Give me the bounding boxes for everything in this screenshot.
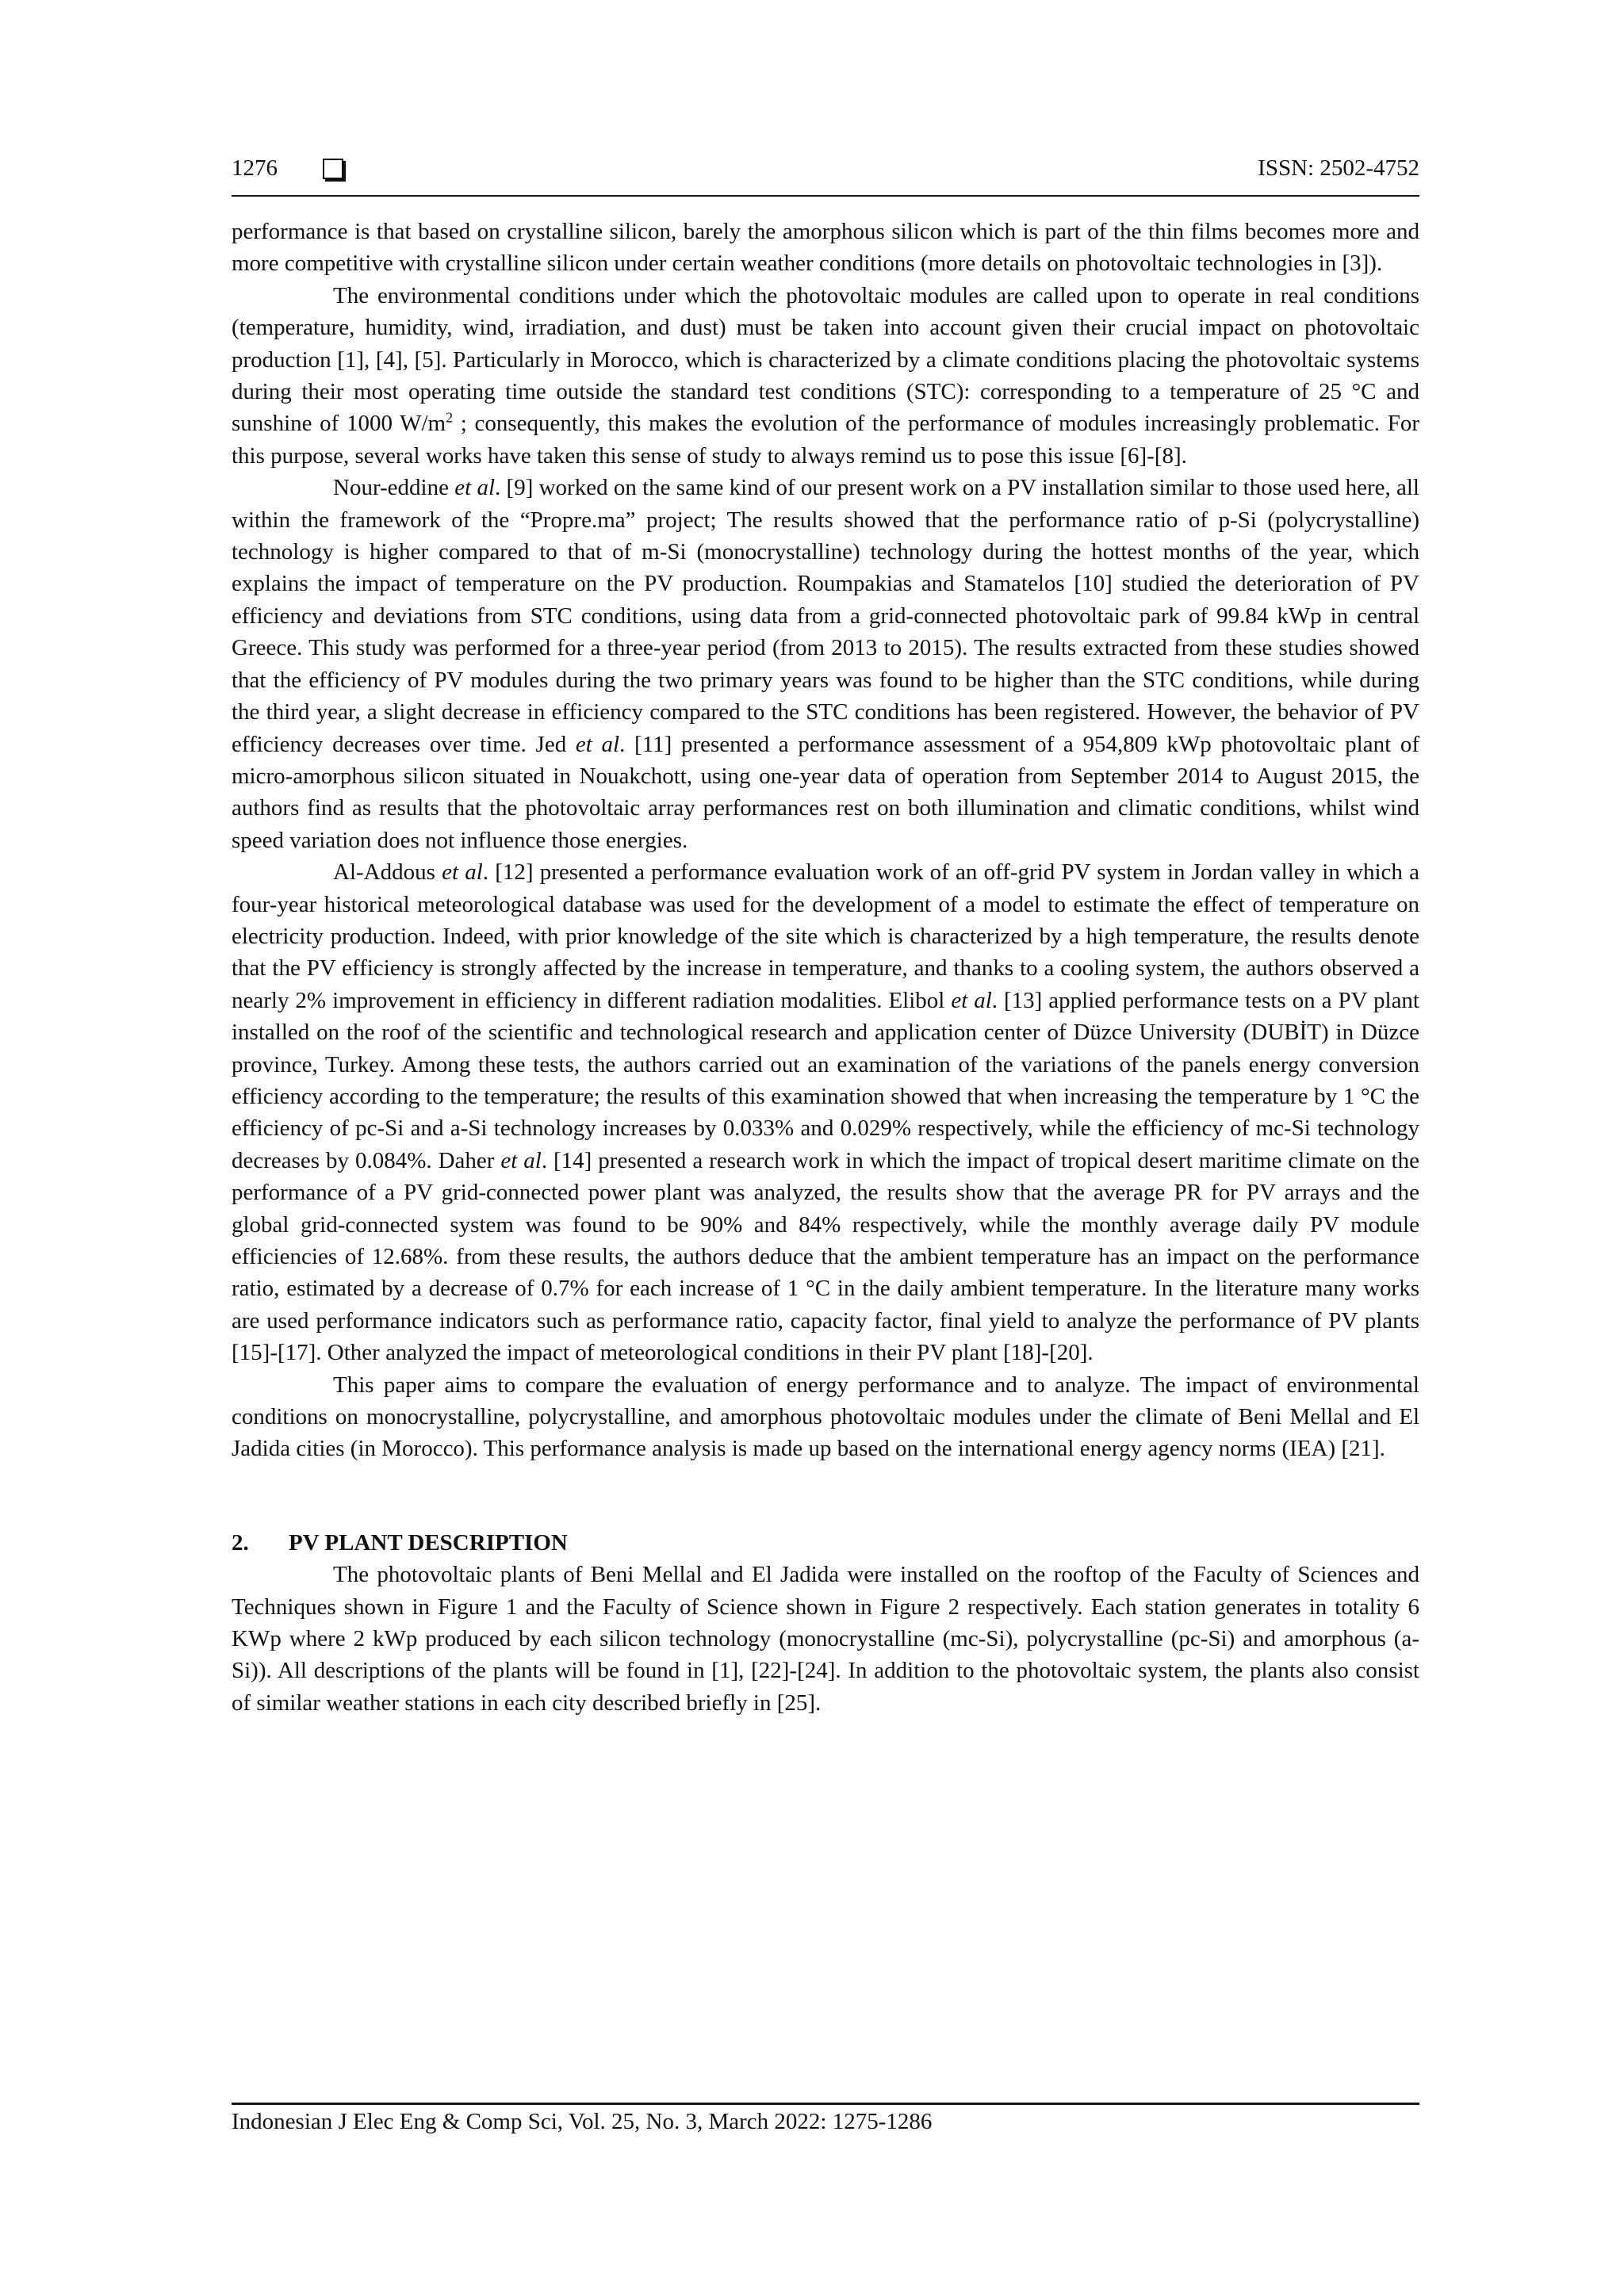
page-header [232, 155, 1419, 192]
issn-label: ISSN: 2502-4752 [1258, 155, 1419, 181]
article-body [232, 216, 1419, 1719]
paragraph-3-text-b: . [9] worked on the same kind of our present work on a PV installation similar to those used here, all within the framework of the “Propre.ma” project; The results showed that the performance ratio of p-Si (polycrystalline) technology is higher compared to that of m-Si (monocrystalline) technology during the hottest months of the year, which explains the impact of temperature on the PV production. Roumpakias and Stamatelos [10] studied the deterioration of PV efficiency and deviations from STC conditions, using data from a grid-connected photovoltaic park of 99.84 kWp in central Greece. This study was performed for a three-year period (from 2013 to 2015). The results extracted from these studies showed that the efficiency of PV modules during the two primary years was found to be higher than the STC conditions, while during the third year, a slight decrease in efficiency compared to the STC conditions has been registered. However, the behavior of PV efficiency decreases over time. Jed [232, 475, 1419, 757]
section-number: 2. [232, 1529, 249, 1556]
paragraph-5 [232, 1369, 1419, 1465]
checkbox-square-icon [323, 159, 343, 179]
et-al-italic: et al [951, 987, 992, 1013]
paragraph-4-text-a: Al-Addous [333, 859, 442, 886]
et-al-italic: et al [454, 475, 496, 501]
footer-divider [232, 2103, 1419, 2105]
paragraph-2 [232, 280, 1419, 472]
paragraph-6 [232, 1559, 1419, 1719]
paragraph-3 [232, 472, 1419, 856]
paragraph-2-text-a: The environmental conditions under which the photovoltaic modules are called upon to operate in real conditions (temperature, humidity, wind, irradiation, and dust) must be taken into account given their crucial impact on photovoltaic production [1], [4], [5]. Particularly in Morocco, which is characterized by a climate conditions placing the photovoltaic systems during their most operating time outside the standard test conditions (STC): corresponding to a temperature of 25 °C and sunshine of 1000 W/m [232, 282, 1419, 437]
paragraph-3-text-a: Nour-eddine [333, 475, 455, 501]
section-title: PV PLANT DESCRIPTION [289, 1529, 568, 1556]
paragraph-4-text-d: . [14] presented a research work in which the impact of tropical desert maritime climate on the performance of a PV grid-connected power plant was analyzed, the results show that the average PR for PV arrays and the global grid-connected system was found to be 90% and 84% respectively, while the monthly average daily PV module efficiencies of 12.68%. from these results, the authors deduce that the ambient temperature has an impact on the performance ratio, estimated by a decrease of 0.7% for each increase of 1 °C in the daily ambient temperature. In the literature many works are used performance indicators such as performance ratio, capacity factor, final yield to analyze the performance of PV plants [15]-[17]. Other analyzed the impact of meteorological conditions in their PV plant [18]-[20]. [232, 1147, 1419, 1366]
paragraph-5-text: This paper aims to compare the evaluation of energy performance and to analyze. The impact of environmental conditions on monocrystalline, polycrystalline, and amorphous photovoltaic modules under the climate of Beni Mellal and El Jadida cities (in Morocco). This performance analysis is made up based on the international energy agency norms (IEA) [21]. [232, 1372, 1419, 1462]
header-divider [232, 195, 1419, 197]
page-number: 1276 [232, 155, 278, 181]
et-al-italic: et al [500, 1147, 542, 1173]
paragraph-3-text-c: . [11] presented a performance assessment of a 954,809 kWp photovoltaic plant of micro-amorphous silicon situated in Nouakchott, using one-year data of operation from September 2014 to August 2015, the authors find as results that the photovoltaic array performances rest on both illumination and climatic conditions, whilst wind speed variation does not influence those energies. [232, 731, 1419, 853]
superscript-2: 2 [446, 409, 454, 426]
paragraph-2-text-b: ; consequently, this makes the evolution of the performance of modules increasingly problematic. For this purpose, several works have taken this sense of study to always remind us to pose this issue [6]-[8]. [232, 411, 1419, 469]
et-al-italic: et al [442, 859, 483, 886]
journal-citation: Indonesian J Elec Eng & Comp Sci, Vol. 25, No. 3, March 2022: 1275-1286 [232, 2109, 933, 2134]
paragraph-4-text-b: . [12] presented a performance evaluation work of an off-grid PV system in Jordan valley in which a four-year historical meteorological database was used for the development of a model to estimate the effect of temperature on electricity production. Indeed, with prior knowledge of the site which is characterized by a high temperature, the results denote that the PV efficiency is strongly affected by the increase in temperature, and thanks to a cooling system, the authors observed a nearly 2% improvement in efficiency in different radiation modalities. Elibol [232, 859, 1419, 1013]
page-footer [232, 2109, 1419, 2135]
paragraph-1 [232, 216, 1419, 280]
paragraph-1-text: performance is that based on crystalline silicon, barely the amorphous silicon which is part of the thin films becomes more and more competitive with crystalline silicon under certain weather conditions (more details on photovoltaic technologies in [3]). [232, 219, 1419, 277]
paragraph-4 [232, 856, 1419, 1369]
et-al-italic: et al [575, 731, 620, 757]
paragraph-6-text: The photovoltaic plants of Beni Mellal and El Jadida were installed on the rooftop of the Faculty of Sciences and Techniques shown in Figure 1 and the Faculty of Science shown in Figure 2 respectively. Each station generates in totality 6 KWp where 2 kWp produced by each silicon technology (monocrystalline (mc-Si), polycrystalline (pc-Si) and amorphous (a-Si)). All descriptions of the plants will be found in [1], [22]-[24]. In addition to the photovoltaic system, the plants also consist of similar weather stations in each city described briefly in [25]. [232, 1562, 1419, 1716]
paragraph-4-text-c: . [13] applied performance tests on a PV plant installed on the roof of the scientific and technological research and application center of Düzce University (DUBİT) in Düzce province, Turkey. Among these tests, the authors carried out an examination of the variations of the panels energy conversion efficiency according to the temperature; the results of this examination showed that when increasing the temperature by 1 °C the efficiency of pc-Si and a-Si technology increases by 0.033% and 0.029% respectively, while the efficiency of mc-Si technology decreases by 0.084%. Daher [232, 987, 1419, 1173]
section-spacer [232, 1465, 1419, 1527]
section-heading [232, 1527, 1419, 1559]
